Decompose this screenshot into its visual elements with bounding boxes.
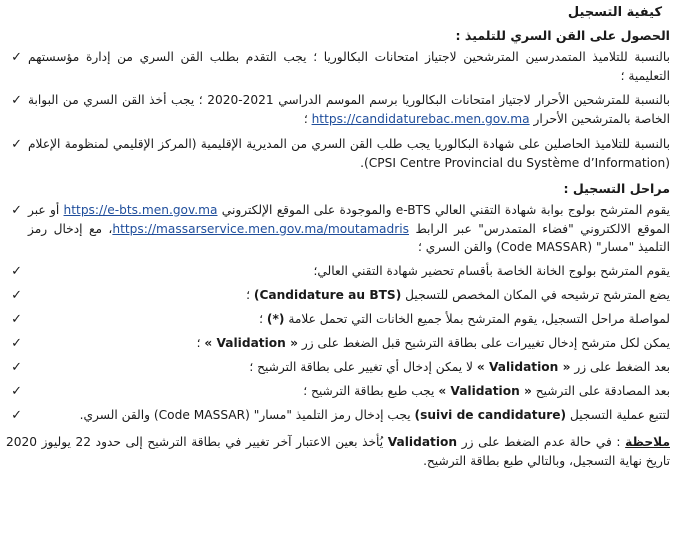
list-item [6,201,670,258]
item-text: ؛ [246,288,251,303]
item-bold: (suivi de candidature) [414,407,567,422]
candidaturebac-link[interactable]: https://candidaturebac.men.gov.ma [311,112,530,127]
item-text: يجب إدخال رمز التلميذ "مسار" (Code MASSAR) والقن السري. [79,407,411,422]
item-text: ، مع إدخال رمز التلميذ "مسار" (Code MASSAR) والقن السري ؛ [28,221,670,255]
check-icon: ✓ [11,312,22,328]
item-bold: « Validation » [204,336,298,351]
item-text: يقوم المترشح بولوج بوابة شهادة التقني العالي e-BTS والموجودة على الموقع الإلكتروني [221,202,671,217]
item-bold: « Validation » [476,359,571,374]
item-text: يمكن لكل مترشح إدخال تغييرات على بطاقة الترشيح قبل الضغط على زر [301,336,670,351]
check-icon: ✓ [11,288,22,304]
list-item [6,262,670,281]
item-text: يضع المترشح ترشيحه في المكان المخصص للتسجيل [405,288,670,303]
list-item [6,48,670,86]
item-text: ؛ [259,312,264,327]
item-text: بعد المصادقة على الترشيح [535,383,670,398]
note-text: : في حالة عدم الضغط على زر [461,434,621,449]
list-item [6,135,670,173]
note [6,433,670,471]
check-icon: ✓ [11,383,22,399]
check-icon: ✓ [11,336,22,352]
item-bold: (*) [266,312,285,327]
section2-heading: مراحل التسجيل : [563,181,670,197]
list-item [6,358,670,377]
list-item [6,406,670,425]
item-text: لمواصلة مراحل التسجيل، يقوم المترشح بملأ جميع الخانات التي تحمل علامة [288,312,670,327]
check-icon: ✓ [11,407,22,423]
check-icon: ✓ [11,49,22,65]
massarservice-link[interactable]: https://massarservice.men.gov.ma/moutamadris [112,221,409,236]
check-icon: ✓ [11,264,22,280]
note-text: يُأخذ بعين الاعتبار آخر تغيير في بطاقة الترشيح إلى حدود 22 يوليوز 2020 تاريخ نهاية التسجيل، وبالتالي طبع بطاقة الترشيح. [6,434,670,468]
check-icon: ✓ [11,202,22,218]
check-icon: ✓ [11,137,22,153]
item-bold: « Validation » [438,383,532,398]
list-item [6,310,670,329]
page-title: كيفية التسجيل [567,5,662,20]
item-text: بالنسبة للتلاميذ الحاصلين على شهادة البكالوريا يجب طلب القن السري من المديرية الإقليمية (المركز الإقليمي لمنظومة الإعلام (CPSI Centre Provincial du Système d’Information). [28,137,670,171]
list-item [6,286,670,305]
item-bold: (Candidature au BTS) [253,288,402,303]
list-item [6,91,670,129]
item-text: أو عبر الموقع الالكتروني "فضاء المتمدرس" عبر الرابط [28,202,671,236]
list-item [6,334,670,353]
check-icon: ✓ [11,93,22,109]
item-text: لا يمكن إدخال أي تغيير على بطاقة الترشيح ؛ [249,359,474,374]
item-text: بالنسبة للتلاميذ المتمدرسين المترشحين لاجتياز امتحانات البكالوريا ؛ يجب التقدم بطلب القن السري من إدارة مؤسستهم التعليمية ؛ [28,49,670,83]
ebts-link[interactable]: https://e-bts.men.gov.ma [63,202,218,217]
item-text: ؛ [303,112,308,127]
item-text: لتتبع عملية التسجيل [570,407,670,422]
item-text: يجب طبع بطاقة الترشيح ؛ [303,383,435,398]
note-label: ملاحظة [625,434,670,449]
item-text: بعد الضغط على زر [574,359,670,374]
list-item [6,382,670,401]
check-icon: ✓ [11,359,22,375]
section1-heading: الحصول على القن السري للتلميذ : [455,28,670,44]
item-text: ؛ [196,336,201,351]
section1-list [6,48,670,173]
item-text: بالنسبة للمترشحين الأحرار لاجتياز امتحانات البكالوريا برسم الموسم الدراسي 2021-2020 ؛ يجب أخذ القن السري من البوابة الخاصة بالمترشحين الأحرار [28,93,670,127]
item-text: يقوم المترشح بولوج الخانة الخاصة بأقسام تحضير شهادة التقني العالي؛ [313,264,670,279]
section2-list [6,201,670,425]
note-bold: Validation [387,434,458,449]
